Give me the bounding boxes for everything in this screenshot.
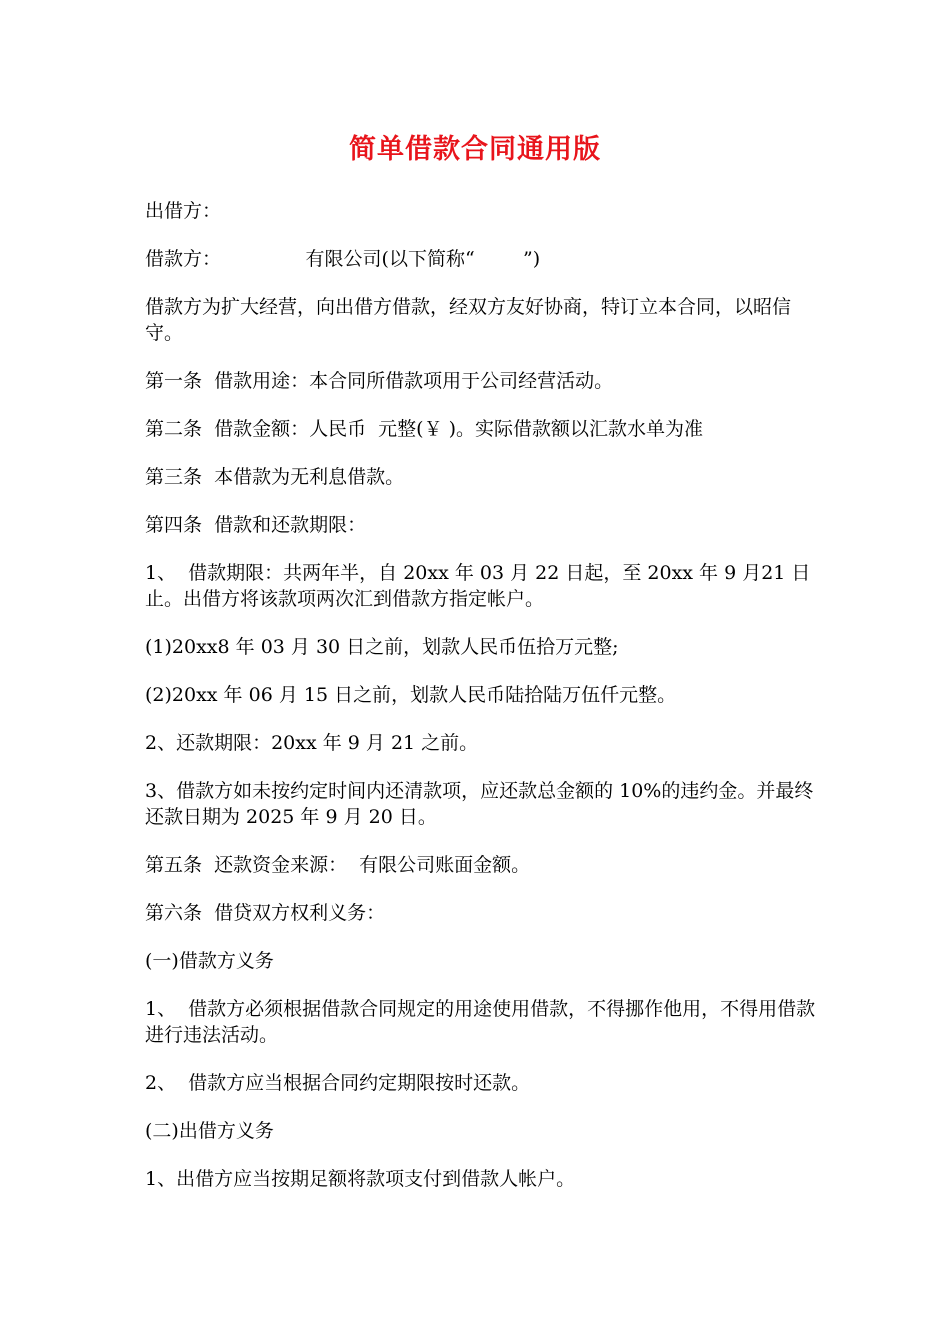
paragraph-transfer-1: (1)20xx8 年 03 月 30 日之前，划款人民币伍拾万元整; <box>145 636 619 658</box>
paragraph-borrower: 借款方： 有限公司(以下简称“ ”) <box>145 248 541 270</box>
paragraph-borrower-duty-1: 1、 借款方必须根据借款合同规定的用途使用借款，不得挪作他用，不得用借款进行违法活动。 <box>145 998 816 1046</box>
paragraph-article-1: 第一条 借款用途：本合同所借款项用于公司经营活动。 <box>145 370 614 392</box>
paragraph-article-5: 第五条 还款资金来源： 有限公司账面金额。 <box>145 854 531 876</box>
paragraph-lender-duty-1: 1、出借方应当按期足额将款项支付到借款人帐户。 <box>145 1168 576 1190</box>
paragraph-loan-term: 1、 借款期限：共两年半，自 20xx 年 03 月 22 日起，至 20xx 年 9 月21 日止。出借方将该款项两次汇到借款方指定帐户。 <box>145 562 811 610</box>
paragraph-borrower-duty-2: 2、 借款方应当根据合同约定期限按时还款。 <box>145 1072 531 1094</box>
paragraph-article-4: 第四条 借款和还款期限： <box>145 514 367 536</box>
paragraph-transfer-2: (2)20xx 年 06 月 15 日之前，划款人民币陆拾陆万伍仟元整。 <box>145 684 677 706</box>
paragraph-penalty: 3、借款方如未按约定时间内还清款项，应还款总金额的 10%的违约金。并最终还款日期为 2025 年 9 月 20 日。 <box>145 780 814 828</box>
document-title: 简单借款合同通用版 <box>349 134 601 165</box>
paragraph-article-6: 第六条 借贷双方权利义务： <box>145 902 386 924</box>
paragraph-repayment-term: 2、还款期限：20xx 年 9 月 21 之前。 <box>145 732 479 754</box>
paragraph-article-2: 第二条 借款金额：人民币 元整(￥ )。实际借款额以汇款水单为准 <box>145 418 704 440</box>
paragraph-borrower-duties-heading: (一)借款方义务 <box>145 950 274 972</box>
paragraph-lender: 出借方： <box>145 200 222 222</box>
paragraph-intro: 借款方为扩大经营，向出借方借款，经双方友好协商，特订立本合同，以昭信守。 <box>145 296 792 344</box>
paragraph-lender-duties-heading: (二)出借方义务 <box>145 1120 274 1142</box>
document-body <box>145 198 825 1214</box>
paragraph-article-3: 第三条 本借款为无利息借款。 <box>145 466 405 488</box>
